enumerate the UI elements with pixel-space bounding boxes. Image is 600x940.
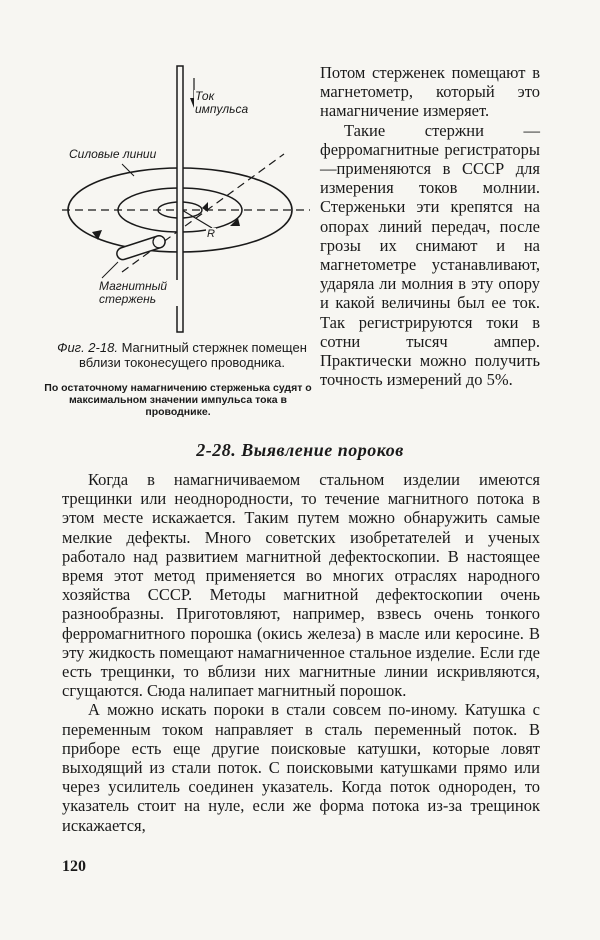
figure-caption-note: По остаточному намагничению стерженька судят о максимальном значении импульса тока в проводнике. <box>44 382 312 418</box>
right-column-text <box>320 63 540 389</box>
magnetic-rod-shape <box>115 234 166 261</box>
plane-axis-line <box>122 154 284 272</box>
body-paragraph: А можно искать пороки в стали совсем по-иному. Катушка с переменным током направляет в сталь переменный поток. В приборе есть еще другие поисковые катушки, которые ловят выходящий из стали поток. С поисковыми катушками прямо или через усилитель соединен указатель. Когда поток однороден, то указатель стоит на нуле, если же форма потока из-за трещинок искажается, <box>62 700 540 835</box>
section-heading: 2-28. Выявление пороков <box>196 440 404 460</box>
figure-caption <box>48 340 316 370</box>
page-number: 120 <box>62 858 86 875</box>
figure-number: Фиг. 2-18. <box>57 340 118 355</box>
label-field-lines: Силовые линии <box>69 147 157 161</box>
field-arrow-left <box>92 230 102 240</box>
body-paragraph: Когда в намагничиваемом стальном изделии имеются трещинки или неоднородности, то течение магнитного потока в этом месте искажается. Таким путем можно обнаружить самые мелкие дефекты. Много советских изобретателей и ученых работало над развитием магнитной дефектоскопии. В настоящее время этот метод применяется во многих отраслях народного хозяйства СССР. Методы магнитной дефектоскопии очень разнообразны. Приготовляют, например, взвесь очень тонкого ферромагнитного порошка (окись железа) в масле или керосине. В эту жидкость помещают намагниченное стальное изделие. Если где есть трещинки, то вблизи них магнитные линии искривляются, сгущаются. Сюда налипает магнитный порошок. <box>62 470 540 701</box>
label-magnetic-rod: Магнитный стержень <box>98 280 180 306</box>
right-paragraph: Такие стержни — ферромагнитные регистраторы—применяются в СССР для измерения токов молнии. Стерженьки эти крепятся на опорах линий передач, после грозы их снимают и на магнетометре устанавливают, ударяла ли молния в эту опору и какой величины был ее ток. Так регистрируются токи в сотни тысяч ампер. Практически можно получить точность измерений до 5%. <box>320 120 540 390</box>
label-current: Ток импульса <box>194 90 256 116</box>
body-text <box>62 470 540 835</box>
rod-leader-line <box>102 262 118 278</box>
right-paragraph: Потом стерженек помещают в магнетометр, который это намагничение измеряет. <box>320 63 540 121</box>
figure-magnetic-rod <box>62 58 312 358</box>
label-radius: R <box>207 228 215 240</box>
figure-caption-text: Магнитный стержнек помещен вблизи токонесущего проводника. <box>79 340 307 370</box>
